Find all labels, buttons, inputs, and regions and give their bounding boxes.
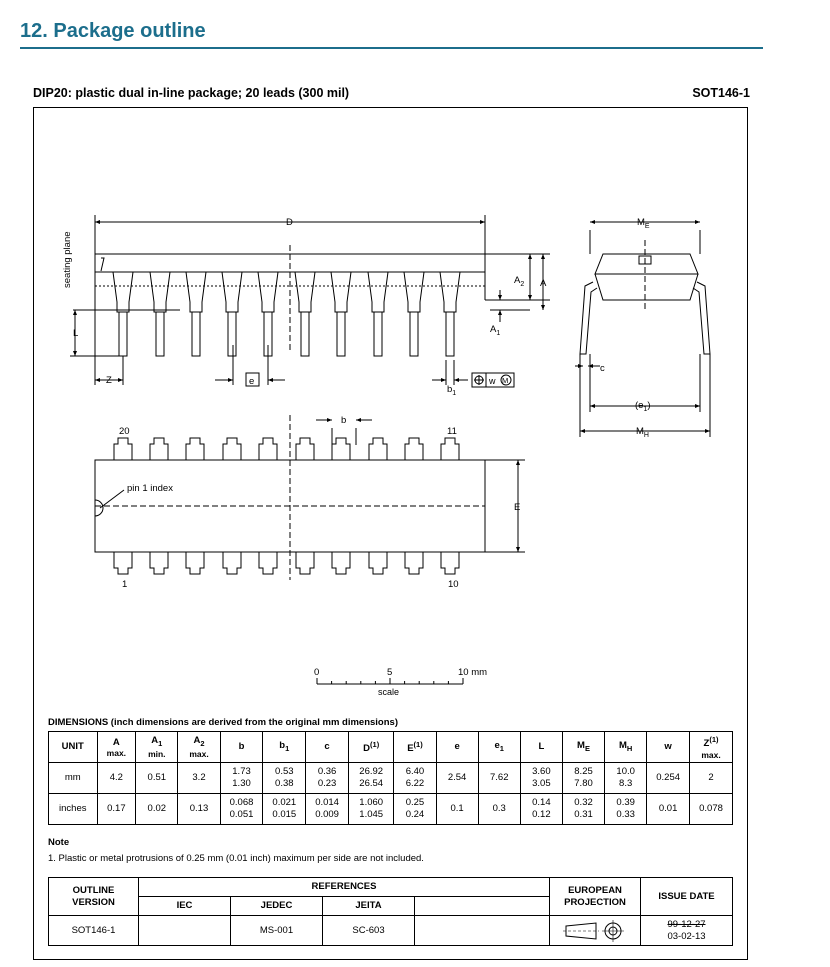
- dim-value: 2: [708, 772, 714, 783]
- dim-value: 7.62: [489, 772, 509, 783]
- dimensions-header-row: [49, 732, 733, 763]
- dim-header-cell: [220, 732, 263, 763]
- outline-version-value: SOT146-1: [49, 916, 139, 946]
- projection-symbol-icon: [563, 920, 627, 942]
- dim-header-name: e: [494, 739, 500, 751]
- top-view-labels: [119, 415, 520, 590]
- dim-value: 0.33: [616, 809, 635, 820]
- dim-value-cell: [647, 763, 690, 794]
- dim-header-name: M: [618, 739, 627, 751]
- dim-value: 0.14: [532, 797, 551, 808]
- dim-header-sub: 1: [285, 743, 290, 753]
- dim-value: 1.73: [232, 766, 251, 777]
- dim-header-cell: [348, 732, 393, 763]
- label-e1: $(e_1)$: [635, 400, 651, 413]
- end-left-lead: [580, 282, 597, 354]
- dim-header-cell: [306, 732, 349, 763]
- dim-value: 0.3: [492, 803, 506, 814]
- references-blank-header: [415, 897, 550, 916]
- dim-value-cell: [220, 763, 263, 794]
- dim-value: 0.051: [229, 809, 254, 820]
- label-A: A: [540, 278, 547, 289]
- pin1-leader: [100, 490, 124, 508]
- section-number: 12.: [20, 20, 48, 42]
- issue-date-old: 99-12-27: [667, 918, 706, 930]
- top-leads-upper: [114, 438, 459, 460]
- label-M-circled: M: [502, 376, 509, 385]
- section-title: Package outline: [53, 20, 206, 42]
- dim-value: 0.021: [272, 797, 297, 808]
- dim-header-cell: [520, 732, 562, 763]
- dim-value-cell: [97, 763, 136, 794]
- dim-value-cell: [562, 763, 604, 794]
- dim-value: 8.3: [619, 778, 633, 789]
- dim-value: 0.009: [315, 809, 339, 820]
- dim-header-name: b: [238, 741, 245, 752]
- dim-header-name: A: [151, 735, 159, 747]
- dim-header-name: M: [577, 739, 585, 751]
- dim-value: 0.068: [229, 797, 254, 808]
- dim-header-sup: (1): [370, 739, 380, 749]
- iec-value: [139, 916, 231, 946]
- label-pin-11: 11: [447, 426, 457, 437]
- scale-labels: [314, 667, 487, 697]
- dim-header-cell: [49, 732, 98, 763]
- dim-value-cell: [348, 763, 393, 794]
- dim-value-cell: [647, 794, 690, 825]
- dim-header-name: L: [538, 741, 545, 752]
- side-view: [70, 215, 550, 387]
- dim-value: 2.54: [447, 772, 467, 783]
- scale-bar: [317, 678, 463, 684]
- dim-value-cell: [394, 794, 436, 825]
- jeita-header: JEITA: [323, 897, 415, 916]
- dim-value: 0.254: [656, 772, 681, 783]
- label-A2: $A_2$: [514, 275, 525, 288]
- dim-value-cell: [306, 763, 349, 794]
- issue-date-new: 03-02-13: [667, 930, 706, 942]
- dim-value-cell: [306, 794, 349, 825]
- dim-value-cell: [478, 763, 520, 794]
- dim-header-note: max.: [189, 748, 209, 759]
- dim-header-cell: [97, 732, 136, 763]
- dim-value: 0.014: [315, 797, 339, 808]
- references-table: [48, 877, 733, 946]
- dim-header-name: w: [664, 741, 672, 752]
- dim-value: 7.80: [574, 778, 593, 789]
- dim-value: 0.51: [147, 772, 167, 783]
- dim-value: 0.23: [317, 778, 337, 789]
- dim-value: 26.92: [359, 766, 384, 777]
- jeita-value: SC-603: [323, 916, 415, 946]
- issue-date-value: [641, 916, 733, 946]
- dimensions-title: DIMENSIONS (inch dimensions are derived from the original mm dimensions): [48, 717, 398, 728]
- dim-value: 0.1: [450, 803, 464, 814]
- note-title: Note: [48, 837, 70, 848]
- label-b: b: [341, 415, 347, 426]
- dim-value: 0.078: [699, 803, 723, 814]
- dim-unit-cell: inches: [49, 794, 98, 825]
- dim-header-note: max.: [701, 749, 721, 760]
- dim-header-name: A: [112, 736, 120, 748]
- dim-value: 0.32: [574, 797, 593, 808]
- dim-value-cell: [394, 763, 436, 794]
- dim-value-cell: [690, 794, 733, 825]
- dim-value-cell: [136, 763, 178, 794]
- top-view: [95, 415, 525, 580]
- dim-value: 26.54: [359, 778, 384, 789]
- dim-value: 0.17: [107, 803, 126, 814]
- dim-header-name: A: [193, 735, 201, 747]
- references-blank-value: [415, 916, 550, 946]
- label-pin-1: 1: [122, 579, 128, 590]
- package-description: DIP20: plastic dual in-line package; 20 leads (300 mil): [33, 86, 350, 100]
- side-body-notch: [101, 258, 104, 271]
- label-c: c: [600, 363, 605, 374]
- dim-value: 6.22: [405, 778, 425, 789]
- dim-value-cell: [562, 794, 604, 825]
- dimensions-body: [49, 763, 733, 825]
- top-leads-lower: [114, 552, 459, 574]
- dim-value-cell: [605, 794, 647, 825]
- label-pin-20: 20: [119, 426, 130, 437]
- dim-value: 0.38: [275, 778, 294, 789]
- dim-value-cell: [436, 763, 478, 794]
- dim-value: 0.24: [405, 809, 425, 820]
- dim-row: [49, 763, 733, 794]
- dim-value-cell: [520, 763, 562, 794]
- dim-header-name: UNIT: [61, 741, 84, 752]
- dim-value: 0.39: [616, 797, 635, 808]
- european-projection-header: EUROPEAN PROJECTION: [550, 878, 641, 916]
- references-header: REFERENCES: [139, 878, 550, 897]
- jedec-header: JEDEC: [231, 897, 323, 916]
- dim-header-cell: [178, 732, 220, 763]
- label-w: w: [489, 376, 496, 386]
- dim-value: 3.60: [532, 766, 551, 777]
- dim-value-cell: [690, 763, 733, 794]
- dim-value: 0.25: [405, 797, 425, 808]
- label-ME: $M_E$: [637, 217, 650, 230]
- dim-header-name: E: [407, 743, 414, 755]
- end-body-lower: [595, 274, 698, 300]
- scale-tick-10: 10 mm: [458, 667, 488, 678]
- label-E: E: [514, 502, 521, 513]
- label-L: L: [73, 328, 79, 339]
- dim-value: 0.12: [532, 809, 551, 820]
- dim-value: 10.0: [616, 766, 635, 777]
- dim-value-cell: [263, 794, 306, 825]
- pin1-notch: [95, 500, 103, 516]
- dim-header-name: e: [454, 741, 460, 752]
- dim-value: 1.30: [232, 778, 251, 789]
- scale-tick-0: 0: [314, 667, 320, 678]
- dim-header-cell: [263, 732, 306, 763]
- dim-value: 4.2: [109, 772, 123, 783]
- package-code: SOT146-1: [692, 86, 750, 100]
- dim-value: 0.31: [574, 809, 593, 820]
- dimensions-table: [48, 731, 733, 825]
- dim-unit-cell: mm: [49, 763, 98, 794]
- dim-value: 3.05: [532, 778, 551, 789]
- label-MH: $M_H$: [636, 426, 649, 439]
- label-b1: $b_1$: [447, 384, 457, 397]
- label-e: e: [249, 376, 255, 387]
- issue-date-header: ISSUE DATE: [641, 878, 733, 916]
- end-right-lead: [693, 282, 710, 354]
- dim-header-cell: [690, 732, 733, 763]
- dim-value: 8.25: [574, 766, 593, 777]
- dim-value: 0.53: [275, 766, 294, 777]
- dim-value-cell: [263, 763, 306, 794]
- projection-symbol-cell: [550, 916, 641, 946]
- label-pin1-index: pin 1 index: [127, 483, 173, 494]
- dim-header-cell: [394, 732, 436, 763]
- dim-value-cell: [97, 794, 136, 825]
- scale-tick-5: 5: [387, 667, 393, 678]
- dim-value: 6.40: [405, 766, 425, 777]
- dim-value-cell: [178, 763, 220, 794]
- dim-value: 3.2: [192, 772, 206, 783]
- label-D: D: [286, 217, 293, 228]
- dim-value: 0.01: [658, 803, 678, 814]
- dim-header-sub: 1: [499, 743, 504, 753]
- dim-header-note: min.: [148, 748, 166, 759]
- dim-header-sub: H: [626, 743, 633, 753]
- dim-value: 0.36: [317, 766, 337, 777]
- dim-value-cell: [348, 794, 393, 825]
- dim-header-name: c: [324, 741, 330, 752]
- dim-header-cell: [605, 732, 647, 763]
- dim-header-sup: (1): [413, 739, 423, 749]
- label-pin-10: 10: [448, 579, 459, 590]
- dim-value-cell: [178, 794, 220, 825]
- label-seating-plane: seating plane: [62, 231, 73, 288]
- dim-value-cell: [136, 794, 178, 825]
- dim-value: 0.02: [147, 803, 167, 814]
- jedec-value: MS-001: [231, 916, 323, 946]
- note-text: 1. Plastic or metal protrusions of 0.25 mm (0.01 inch) maximum per side are not included.: [48, 853, 424, 864]
- dim-value-cell: [436, 794, 478, 825]
- dim-header-sub: 1: [158, 738, 163, 748]
- dim-header-sub: E: [584, 743, 590, 753]
- dim-value-cell: [220, 794, 263, 825]
- dim-row: [49, 794, 733, 825]
- dim-header-cell: [478, 732, 520, 763]
- dim-value: 1.060: [359, 797, 384, 808]
- dim-value-cell: [478, 794, 520, 825]
- dim-header-cell: [436, 732, 478, 763]
- dim-header-name: D: [363, 743, 371, 755]
- label-A1: $A_1$: [490, 324, 501, 337]
- dim-header-name: Z: [703, 738, 710, 750]
- dim-header-cell: [562, 732, 604, 763]
- dim-header-cell: [136, 732, 178, 763]
- dim-header-name: b: [279, 739, 286, 751]
- dim-value: 0.015: [272, 809, 297, 820]
- side-leads: [113, 272, 460, 356]
- dim-value-cell: [520, 794, 562, 825]
- dim-value: 0.13: [189, 803, 209, 814]
- outline-version-header: OUTLINE VERSION: [49, 878, 139, 916]
- iec-header: IEC: [139, 897, 231, 916]
- label-Z: Z: [106, 375, 112, 386]
- scale-label: scale: [378, 687, 400, 697]
- dim-header-sub: 2: [200, 738, 205, 748]
- side-view-labels: [62, 217, 547, 397]
- dim-value: 1.045: [359, 809, 384, 820]
- dim-header-sup: (1): [709, 735, 719, 745]
- dim-header-note: max.: [106, 747, 127, 758]
- dim-value-cell: [605, 763, 647, 794]
- dim-header-cell: [647, 732, 690, 763]
